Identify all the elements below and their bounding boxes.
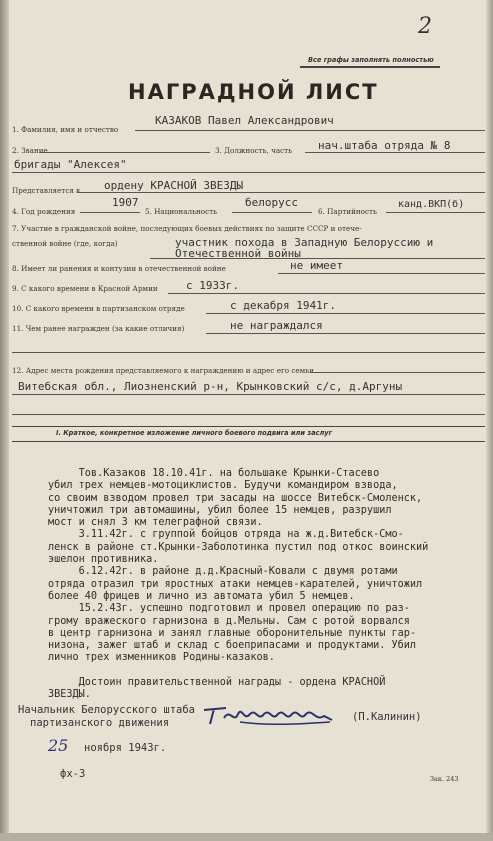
order-number: Зак. 243	[430, 775, 459, 783]
signer-title-2: партизанского движения	[30, 717, 170, 729]
field-5-value: белорусс	[245, 196, 298, 209]
fill-note: Все графы заполнять полностью	[308, 56, 434, 64]
field-12-value: Витебская обл., Лиозненский р-н, Крынковский с/с, д.Аргуны	[18, 380, 403, 393]
fill-note-underline	[300, 66, 440, 68]
narrative-line: Достоин правительственной награды - ордена КРАСНОЙ	[48, 677, 386, 689]
field-2-label: 2. Звание	[12, 146, 48, 155]
field-8-label: 8. Имеет ли ранения и контузии в отечественной войне	[12, 264, 226, 273]
presented-value: ордену КРАСНОЙ ЗВЕЗДЫ	[104, 179, 244, 192]
narrative-line: лично трех изменников Родины-казаков.	[48, 652, 275, 664]
field-11-value: не награждался	[230, 319, 323, 332]
field-3-line	[305, 152, 485, 153]
field-6-label: 6. Партийность	[318, 207, 377, 216]
field-8-value: не имеет	[290, 259, 343, 272]
section-rule-top	[12, 426, 485, 427]
field-9-label: 9. С какого времени в Красной Армии	[12, 284, 158, 293]
field-11-line	[206, 333, 485, 334]
reference-code: фх-3	[60, 768, 86, 780]
field-1-value: КАЗАКОВ Павел Александрович	[155, 114, 334, 127]
narrative-line: 6.12.42г. в районе д.д.Красный-Ковали с двумя ротами	[48, 566, 398, 578]
paper-edge-bottom	[0, 833, 493, 841]
field-6-value: канд.ВКП(б)	[398, 199, 465, 210]
field-3-value-2: бригады "Алексея"	[14, 158, 127, 171]
field-3-value: нач.штаба отряда № 8	[318, 139, 451, 152]
section-rule-bottom	[12, 441, 485, 442]
field-12-line	[310, 372, 485, 373]
narrative-line: в центр гарнизона и занял главные оборонительные пункты гар-	[48, 627, 417, 639]
narrative-line: 15.2.43г. успешно подготовил и провел операцию по раз-	[48, 603, 410, 615]
field-4-line	[80, 212, 140, 213]
narrative-line: Тов.Казаков 18.10.41г. на большаке Крынки-Стасево	[48, 468, 380, 479]
field-10-line	[206, 313, 485, 314]
narrative-line: 3.11.42г. с группой бойцов отряда на ж.д.Витебск-Смо-	[48, 529, 404, 541]
handwritten-signature	[200, 700, 340, 734]
field-6-line	[386, 212, 485, 213]
field-11-line-2	[12, 352, 485, 353]
narrative-line: низона, зажег штаб и склад с боеприпасами и продуктами. Убил	[48, 640, 417, 652]
signer-name: (П.Калинин)	[352, 711, 422, 723]
presented-label: Представляется к	[12, 186, 81, 195]
field-4-value: 1907	[112, 196, 139, 209]
signer-title-1: Начальник Белорусского штаба	[18, 704, 196, 716]
narrative-line: более 40 фрицев и лично из автомата убил 5 немцев.	[48, 590, 355, 602]
narrative-line: уничтожил три автомашины, убил более 15 немцев, разрушил	[48, 504, 392, 516]
narrative-line: грому вражеского гарнизона в д.Мельны. Сам с ротой ворвался	[48, 615, 410, 627]
field-9-value: с 1933г.	[186, 279, 239, 292]
field-9-line	[168, 293, 485, 294]
narrative-line: со своим взводом провел три засады на шоссе Витебск-Смоленск,	[48, 492, 423, 504]
field-12-line-2	[12, 394, 485, 395]
narrative-line	[48, 665, 478, 677]
narrative-text	[48, 468, 478, 702]
field-12-label: 12. Адрес места рождения представляемого к награждению и адрес его семьи	[12, 366, 314, 375]
page-title: НАГРАДНОЙ ЛИСТ	[128, 80, 379, 104]
field-10-label: 10. С какого времени в партизанском отряде	[12, 304, 185, 313]
narrative-line: ленск в районе ст.Крынки-Заболотинка пустил под откос воинский	[48, 541, 429, 553]
field-7-label: 7. Участие в гражданской войне, последующих боевых действиях по защите СССР и отече-	[12, 224, 362, 233]
field-11-label: 11. Чем ранее награжден (за какие отличия)	[12, 324, 185, 333]
field-7-label-2: ственной войне (где, когда)	[12, 239, 118, 248]
narrative-line: отряда отразил три яростных атаки немцев-карателей, уничтожил	[48, 578, 423, 590]
field-8-line	[278, 273, 485, 274]
field-3-line-2	[12, 172, 485, 173]
field-10-value: с декабря 1941г.	[230, 299, 336, 312]
date-text: ноября 1943г.	[84, 742, 167, 754]
field-5-line	[232, 212, 312, 213]
field-1-line	[135, 130, 485, 131]
presented-line	[78, 192, 485, 193]
narrative-line: мост и снял 3 км телеграфной связи.	[48, 517, 263, 529]
field-12-line-3	[12, 414, 485, 415]
field-7-value-2: Отечественной войны	[175, 247, 301, 260]
field-5-label: 5. Национальность	[145, 207, 218, 216]
field-4-label: 4. Год рождения	[12, 207, 76, 216]
section-heading: I. Краткое, конкретное изложение личного боевого подвига или заслуг	[56, 429, 333, 437]
field-3-label: 3. Должность, часть	[215, 146, 293, 155]
field-2-line	[40, 152, 210, 153]
date-day: 25	[48, 736, 69, 755]
narrative-line: ЗВЕЗДЫ.	[48, 689, 91, 701]
narrative-line: эшелон противника.	[48, 554, 159, 566]
paper-edge-right	[486, 0, 493, 841]
field-1-label: 1. Фамилия, имя и отчество	[12, 125, 119, 134]
narrative-line: убил трех немцев-мотоциклистов. Будучи командиром взвода,	[48, 480, 398, 492]
corner-mark: 2	[418, 14, 432, 39]
paper-edge-left	[0, 0, 9, 841]
field-7-value: участник похода в Западную Белоруссию и	[175, 236, 434, 249]
